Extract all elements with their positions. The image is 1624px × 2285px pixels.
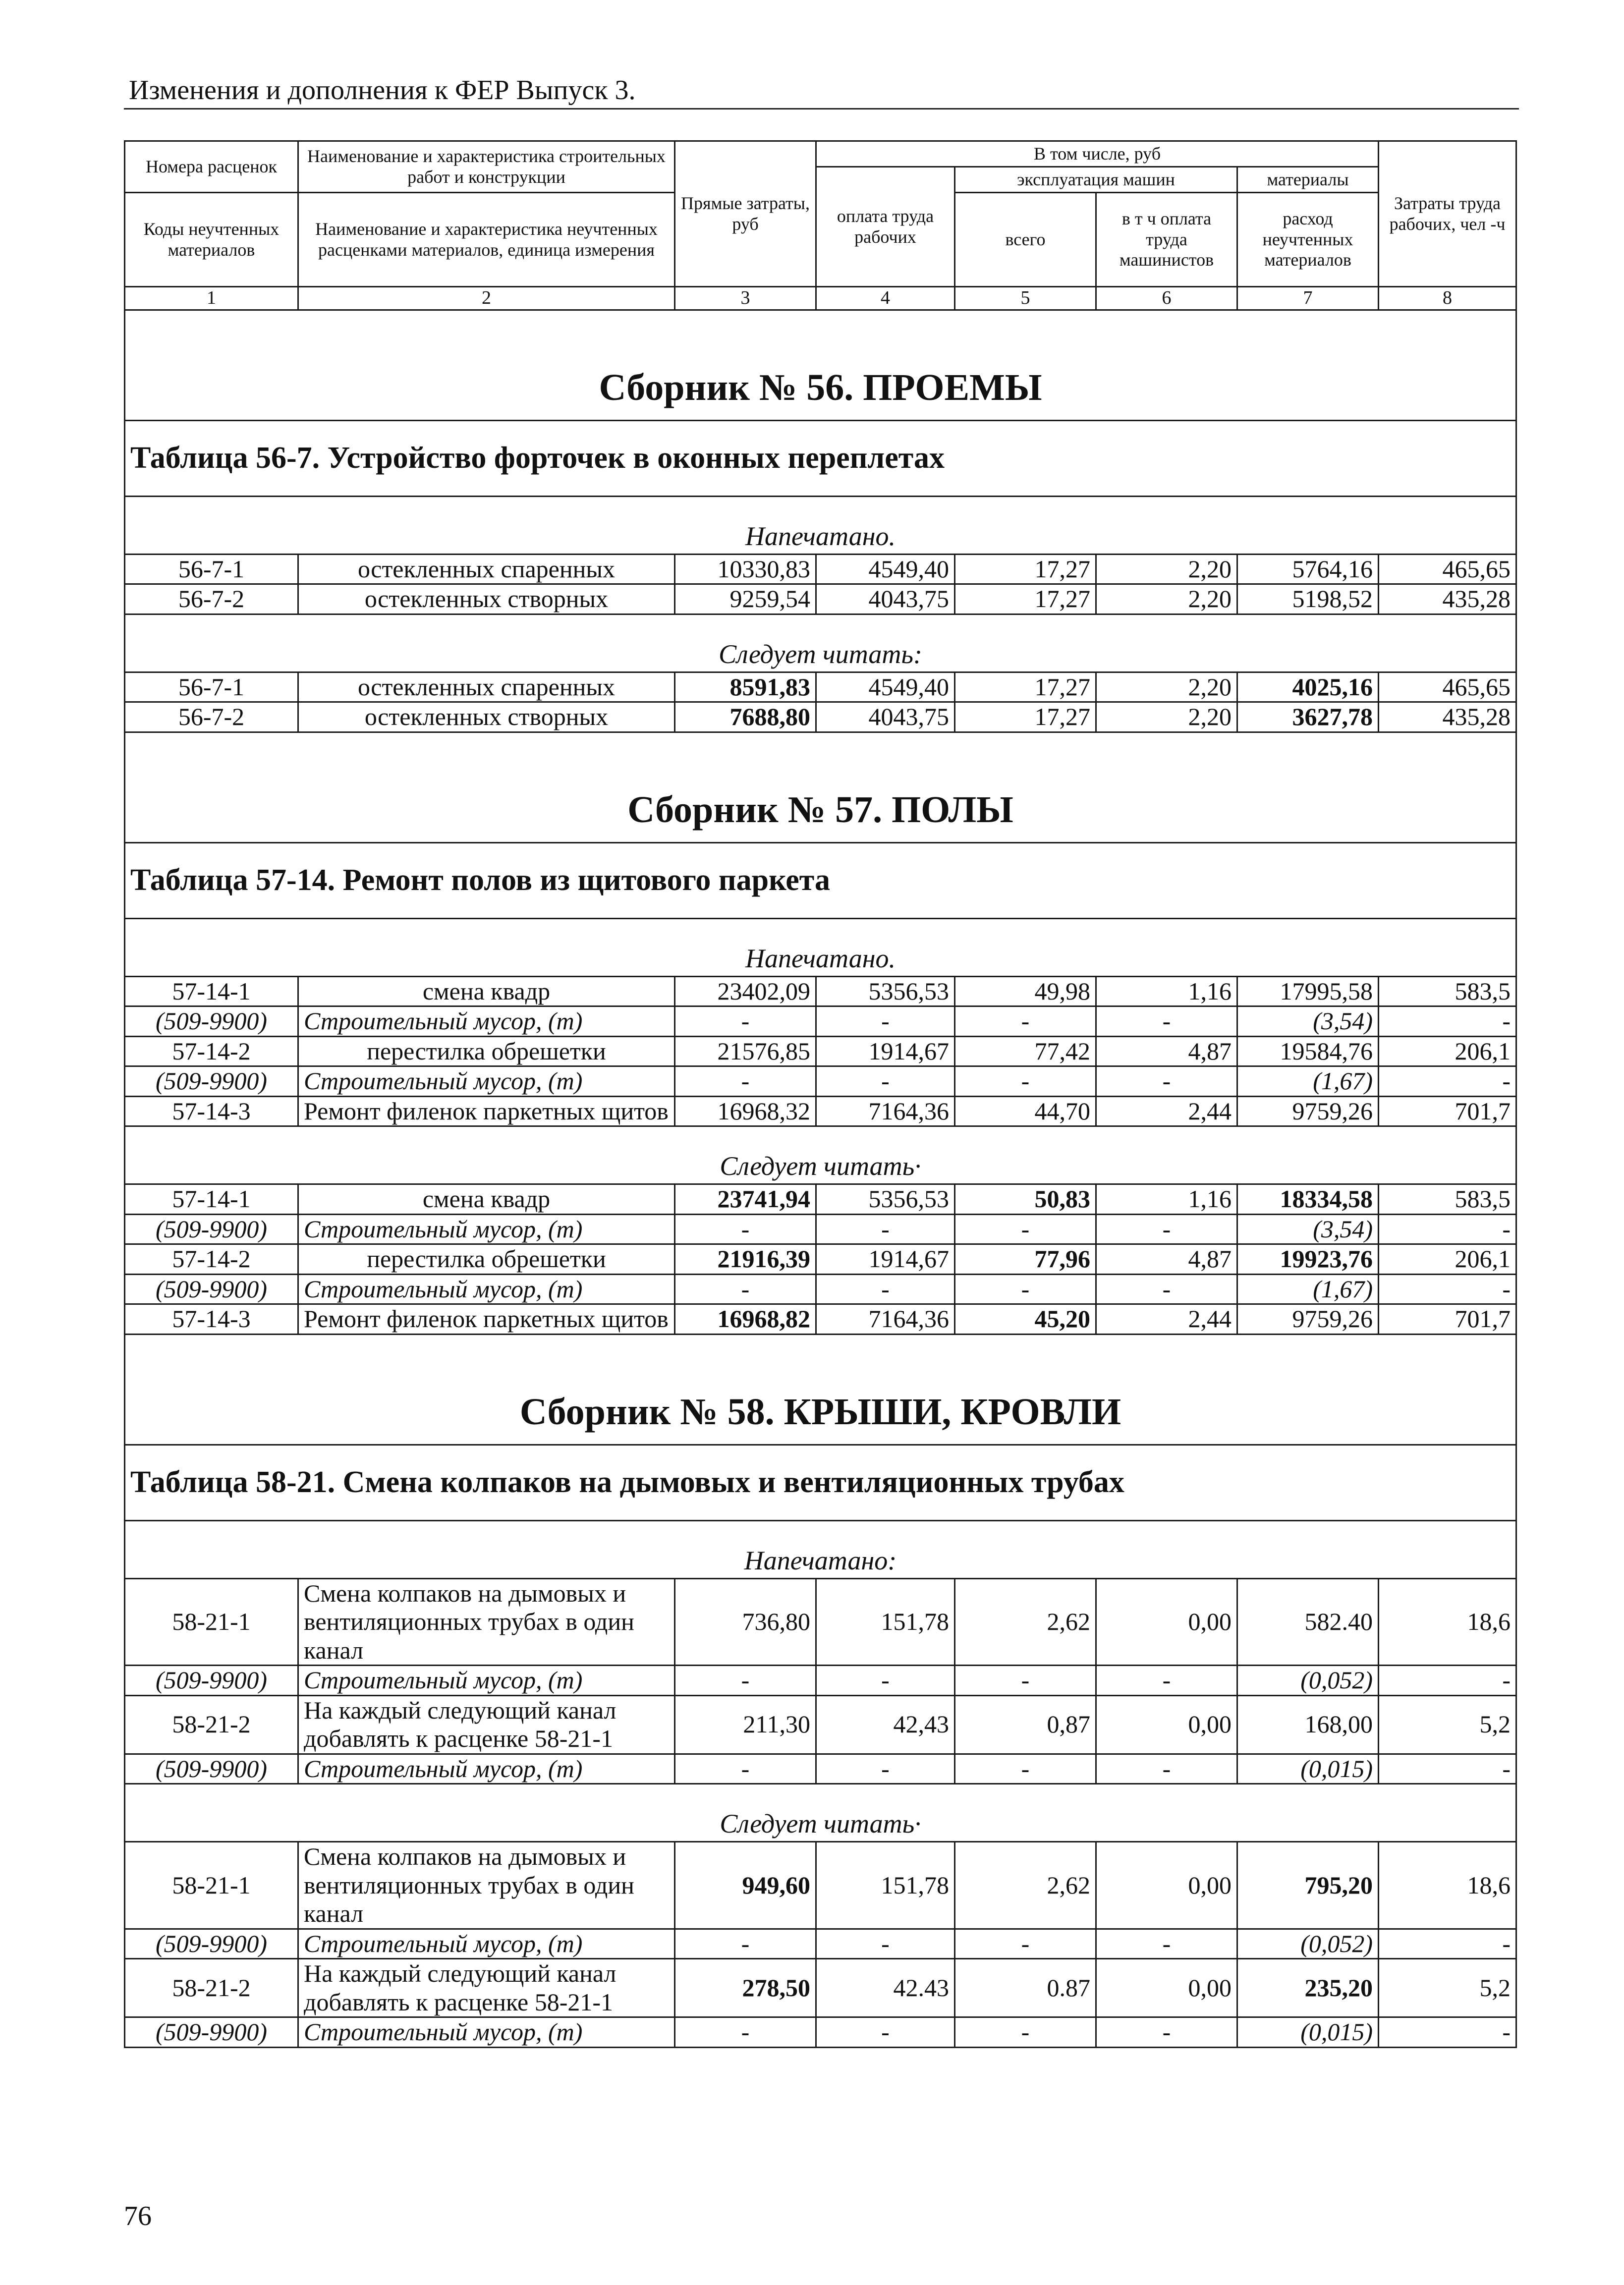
- materials-cost: 4025,16: [1237, 672, 1379, 702]
- table-row: [125, 1184, 1516, 1215]
- table-row: [125, 1214, 1516, 1244]
- machines-total: 77,42: [955, 1036, 1096, 1066]
- read-label: Следует читать·: [125, 1784, 1516, 1842]
- labor-pay: 1914,67: [816, 1036, 955, 1066]
- rate-code: 57-14-2: [125, 1036, 298, 1066]
- labor-hours: -: [1379, 1006, 1516, 1037]
- machinists-pay: 4,87: [1096, 1036, 1237, 1066]
- machinists-pay: 2,20: [1096, 584, 1237, 614]
- labor-hours: 465,65: [1379, 672, 1516, 702]
- machinists-pay: 1,16: [1096, 976, 1237, 1006]
- labor-pay: -: [816, 1666, 955, 1696]
- labor-pay: 5356,53: [816, 976, 955, 1006]
- labor-hours: -: [1379, 1274, 1516, 1304]
- labor-pay: 151,78: [816, 1842, 955, 1929]
- machinists-pay: 0,00: [1096, 1578, 1237, 1666]
- table-row: [125, 1304, 1516, 1335]
- direct-cost: 16968,82: [675, 1304, 816, 1335]
- rate-code: 57-14-3: [125, 1304, 298, 1335]
- col-number: 2: [298, 287, 675, 310]
- material-name: Строительный мусор, (т): [298, 1214, 675, 1244]
- machines-total: 49,98: [955, 976, 1096, 1006]
- table-row: [125, 1695, 1516, 1754]
- rate-code: 56-7-1: [125, 554, 298, 584]
- work-name: На каждый следующий канал добавлять к расценке 58-21-1: [298, 1695, 675, 1754]
- labor-pay: 4043,75: [816, 584, 955, 614]
- machines-total: -: [955, 1666, 1096, 1696]
- materials-cost: 5764,16: [1237, 554, 1379, 584]
- materials-cost: 795,20: [1237, 1842, 1379, 1929]
- table-row: [125, 584, 1516, 614]
- labor-hours: -: [1379, 1214, 1516, 1244]
- machines-total: 44,70: [955, 1096, 1096, 1126]
- material-code: (509-9900): [125, 1006, 298, 1037]
- machines-total: -: [955, 1754, 1096, 1784]
- materials-cost: (1,67): [1237, 1066, 1379, 1097]
- col-number: 8: [1379, 287, 1516, 310]
- materials-cost: (3,54): [1237, 1006, 1379, 1037]
- rate-code: 58-21-1: [125, 1578, 298, 1666]
- printed-label: Напечатано.: [125, 496, 1516, 554]
- material-name: Строительный мусор, (т): [298, 1274, 675, 1304]
- materials-cost: (0,015): [1237, 2017, 1379, 2048]
- machines-total: 2,62: [955, 1578, 1096, 1666]
- material-name: Строительный мусор, (т): [298, 1666, 675, 1696]
- material-code: (509-9900): [125, 2017, 298, 2048]
- labor-pay: -: [816, 2017, 955, 2048]
- machines-total: 0,87: [955, 1695, 1096, 1754]
- page-number: 76: [124, 2201, 152, 2231]
- direct-cost: -: [675, 1929, 816, 1959]
- rate-code: 57-14-1: [125, 976, 298, 1006]
- machinists-pay: 2,44: [1096, 1096, 1237, 1126]
- materials-cost: (0,015): [1237, 1754, 1379, 1784]
- table-row: [125, 2017, 1516, 2048]
- machines-total: 17,27: [955, 584, 1096, 614]
- machines-total: 50,83: [955, 1184, 1096, 1215]
- materials-cost: 18334,58: [1237, 1184, 1379, 1215]
- labor-hours: -: [1379, 1754, 1516, 1784]
- labor-hours: 435,28: [1379, 702, 1516, 732]
- direct-cost: 23402,09: [675, 976, 816, 1006]
- machines-total: 2,62: [955, 1842, 1096, 1929]
- materials-cost: 235,20: [1237, 1959, 1379, 2017]
- direct-cost: 7688,80: [675, 702, 816, 732]
- labor-hours: -: [1379, 2017, 1516, 2048]
- materials-cost: 168,00: [1237, 1695, 1379, 1754]
- col-including: В том числе, руб: [816, 141, 1379, 167]
- table-title: Таблица 58-21. Смена колпаков на дымовых и вентиляционных трубах: [125, 1445, 1516, 1520]
- materials-cost: 19923,76: [1237, 1244, 1379, 1275]
- machinists-pay: 2,44: [1096, 1304, 1237, 1335]
- materials-cost: (0,052): [1237, 1666, 1379, 1696]
- machinists-pay: 0,00: [1096, 1959, 1237, 2017]
- labor-hours: 583,5: [1379, 976, 1516, 1006]
- machines-total: -: [955, 1929, 1096, 1959]
- printed-label: Напечатано.: [125, 918, 1516, 976]
- col-material-name: Наименование и характеристика неучтенных расценками материалов, единица измерения: [298, 193, 675, 287]
- labor-pay: -: [816, 1754, 955, 1784]
- labor-hours: 206,1: [1379, 1036, 1516, 1066]
- rate-code: 57-14-3: [125, 1096, 298, 1126]
- labor-hours: 18,6: [1379, 1842, 1516, 1929]
- work-name: смена квадр: [298, 1184, 675, 1215]
- labor-hours: 5,2: [1379, 1959, 1516, 2017]
- rate-code: 58-21-1: [125, 1842, 298, 1929]
- labor-pay: 151,78: [816, 1578, 955, 1666]
- col-number: 7: [1237, 287, 1379, 310]
- col-machines: эксплуатация машин: [955, 167, 1237, 193]
- table-row: [125, 554, 1516, 584]
- machinists-pay: 1,16: [1096, 1184, 1237, 1215]
- labor-hours: -: [1379, 1666, 1516, 1696]
- direct-cost: 21576,85: [675, 1036, 816, 1066]
- machinists-pay: -: [1096, 1006, 1237, 1037]
- collection-title: Сборник № 57. ПОЛЫ: [125, 732, 1516, 842]
- labor-pay: 1914,67: [816, 1244, 955, 1275]
- machines-total: -: [955, 1214, 1096, 1244]
- machinists-pay: 4,87: [1096, 1244, 1237, 1275]
- table-title: Таблица 56-7. Устройство форточек в оконных переплетах: [125, 420, 1516, 496]
- machines-total: -: [955, 1274, 1096, 1304]
- labor-hours: 5,2: [1379, 1695, 1516, 1754]
- direct-cost: -: [675, 1666, 816, 1696]
- machinists-pay: -: [1096, 1666, 1237, 1696]
- machinists-pay: -: [1096, 2017, 1237, 2048]
- collection-title: Сборник № 56. ПРОЕМЫ: [125, 310, 1516, 420]
- materials-cost: 9759,26: [1237, 1304, 1379, 1335]
- direct-cost: -: [675, 1754, 816, 1784]
- table-row: [125, 976, 1516, 1006]
- work-name: перестилка обрешетки: [298, 1244, 675, 1275]
- table-row: [125, 702, 1516, 732]
- table-title: Таблица 57-14. Ремонт полов из щитового паркета: [125, 842, 1516, 918]
- collection-title: Сборник № 58. КРЫШИ, КРОВЛИ: [125, 1334, 1516, 1445]
- direct-cost: 10330,83: [675, 554, 816, 584]
- machinists-pay: 2,20: [1096, 554, 1237, 584]
- labor-pay: 42.43: [816, 1959, 955, 2017]
- labor-hours: -: [1379, 1929, 1516, 1959]
- materials-cost: 3627,78: [1237, 702, 1379, 732]
- col-machines-total: всего: [955, 193, 1096, 287]
- rate-code: 56-7-1: [125, 672, 298, 702]
- rate-code: 58-21-2: [125, 1695, 298, 1754]
- work-name: смена квадр: [298, 976, 675, 1006]
- material-name: Строительный мусор, (т): [298, 1754, 675, 1784]
- work-name: Ремонт филенок паркетных щитов: [298, 1304, 675, 1335]
- material-code: (509-9900): [125, 1066, 298, 1097]
- material-code: (509-9900): [125, 1214, 298, 1244]
- table-row: [125, 1754, 1516, 1784]
- labor-pay: -: [816, 1066, 955, 1097]
- col-number: 6: [1096, 287, 1237, 310]
- labor-hours: 18,6: [1379, 1578, 1516, 1666]
- col-work-name: Наименование и характеристика строительных работ и конструкции: [298, 141, 675, 193]
- col-machinists-pay: в т ч оплата труда машинистов: [1096, 193, 1237, 287]
- material-name: Строительный мусор, (т): [298, 1006, 675, 1037]
- material-code: (509-9900): [125, 1274, 298, 1304]
- labor-pay: -: [816, 1214, 955, 1244]
- labor-hours: 465,65: [1379, 554, 1516, 584]
- work-name: остекленных спаренных: [298, 672, 675, 702]
- rate-code: 57-14-2: [125, 1244, 298, 1275]
- labor-pay: 42,43: [816, 1695, 955, 1754]
- col-materials-cost: расход неучтенных материалов: [1237, 193, 1379, 287]
- read-label: Следует читать:: [125, 614, 1516, 672]
- col-number: 3: [675, 287, 816, 310]
- direct-cost: 9259,54: [675, 584, 816, 614]
- direct-cost: 949,60: [675, 1842, 816, 1929]
- direct-cost: 16968,32: [675, 1096, 816, 1126]
- direct-cost: -: [675, 1006, 816, 1037]
- page-header: Изменения и дополнения к ФЕР Выпуск 3.: [129, 75, 636, 106]
- machinists-pay: -: [1096, 1274, 1237, 1304]
- material-name: Строительный мусор, (т): [298, 1929, 675, 1959]
- machines-total: -: [955, 1066, 1096, 1097]
- rate-code: 56-7-2: [125, 702, 298, 732]
- machines-total: 17,27: [955, 672, 1096, 702]
- materials-cost: 582.40: [1237, 1578, 1379, 1666]
- labor-pay: 4549,40: [816, 672, 955, 702]
- labor-hours: -: [1379, 1066, 1516, 1097]
- machinists-pay: -: [1096, 1214, 1237, 1244]
- work-name: Смена колпаков на дымовых и вентиляционных трубах в один канал: [298, 1842, 675, 1929]
- materials-cost: (3,54): [1237, 1214, 1379, 1244]
- labor-pay: 7164,36: [816, 1304, 955, 1335]
- read-label: Следует читать·: [125, 1126, 1516, 1184]
- rates-table: [124, 140, 1517, 2048]
- col-materials: материалы: [1237, 167, 1379, 193]
- labor-pay: 5356,53: [816, 1184, 955, 1215]
- col-material-codes: Коды неучтенных материалов: [125, 193, 298, 287]
- machinists-pay: -: [1096, 1066, 1237, 1097]
- material-code: (509-9900): [125, 1929, 298, 1959]
- machinists-pay: 2,20: [1096, 702, 1237, 732]
- printed-label: Напечатано:: [125, 1520, 1516, 1578]
- rate-code: 58-21-2: [125, 1959, 298, 2017]
- material-name: Строительный мусор, (т): [298, 1066, 675, 1097]
- rate-code: 56-7-2: [125, 584, 298, 614]
- direct-cost: 21916,39: [675, 1244, 816, 1275]
- labor-hours: 206,1: [1379, 1244, 1516, 1275]
- machines-total: 77,96: [955, 1244, 1096, 1275]
- col-labor-pay: оплата труда рабочих: [816, 167, 955, 287]
- direct-cost: -: [675, 1066, 816, 1097]
- machines-total: 17,27: [955, 702, 1096, 732]
- table-row: [125, 1842, 1516, 1929]
- labor-pay: -: [816, 1929, 955, 1959]
- col-number: 4: [816, 287, 955, 310]
- rate-code: 57-14-1: [125, 1184, 298, 1215]
- machines-total: -: [955, 2017, 1096, 2048]
- direct-cost: 8591,83: [675, 672, 816, 702]
- col-rate-numbers: Номера расценок: [125, 141, 298, 193]
- table-row: [125, 1096, 1516, 1126]
- labor-hours: 583,5: [1379, 1184, 1516, 1215]
- materials-cost: 17995,58: [1237, 976, 1379, 1006]
- header-rule: [124, 108, 1519, 110]
- labor-hours: 701,7: [1379, 1096, 1516, 1126]
- work-name: остекленных спаренных: [298, 554, 675, 584]
- labor-pay: 4549,40: [816, 554, 955, 584]
- direct-cost: -: [675, 1214, 816, 1244]
- table-row: [125, 1578, 1516, 1666]
- table-row: [125, 1959, 1516, 2017]
- material-code: (509-9900): [125, 1754, 298, 1784]
- machines-total: -: [955, 1006, 1096, 1037]
- machinists-pay: -: [1096, 1754, 1237, 1784]
- machines-total: 0.87: [955, 1959, 1096, 2017]
- machinists-pay: 2,20: [1096, 672, 1237, 702]
- machines-total: 45,20: [955, 1304, 1096, 1335]
- work-name: Смена колпаков на дымовых и вентиляционных трубах в один канал: [298, 1578, 675, 1666]
- materials-cost: 5198,52: [1237, 584, 1379, 614]
- machinists-pay: 0,00: [1096, 1842, 1237, 1929]
- col-labor: Затраты труда рабочих, чел -ч: [1379, 141, 1516, 287]
- machines-total: 17,27: [955, 554, 1096, 584]
- work-name: На каждый следующий канал добавлять к расценке 58-21-1: [298, 1959, 675, 2017]
- labor-pay: 4043,75: [816, 702, 955, 732]
- table-row: [125, 1244, 1516, 1275]
- direct-cost: -: [675, 1274, 816, 1304]
- direct-cost: 211,30: [675, 1695, 816, 1754]
- table-row: [125, 1929, 1516, 1959]
- materials-cost: (1,67): [1237, 1274, 1379, 1304]
- work-name: Ремонт филенок паркетных щитов: [298, 1096, 675, 1126]
- table-row: [125, 1274, 1516, 1304]
- materials-cost: (0,052): [1237, 1929, 1379, 1959]
- labor-hours: 701,7: [1379, 1304, 1516, 1335]
- direct-cost: 278,50: [675, 1959, 816, 2017]
- direct-cost: -: [675, 2017, 816, 2048]
- col-direct-costs: Прямые затраты, руб: [675, 141, 816, 287]
- col-number: 5: [955, 287, 1096, 310]
- work-name: остекленных створных: [298, 584, 675, 614]
- table-row: [125, 1666, 1516, 1696]
- material-code: (509-9900): [125, 1666, 298, 1696]
- table-row: [125, 1066, 1516, 1097]
- machinists-pay: 0,00: [1096, 1695, 1237, 1754]
- table-row: [125, 1006, 1516, 1037]
- machinists-pay: -: [1096, 1929, 1237, 1959]
- materials-cost: 9759,26: [1237, 1096, 1379, 1126]
- labor-hours: 435,28: [1379, 584, 1516, 614]
- work-name: остекленных створных: [298, 702, 675, 732]
- direct-cost: 736,80: [675, 1578, 816, 1666]
- labor-pay: -: [816, 1006, 955, 1037]
- col-number: 1: [125, 287, 298, 310]
- table-row: [125, 672, 1516, 702]
- direct-cost: 23741,94: [675, 1184, 816, 1215]
- labor-pay: 7164,36: [816, 1096, 955, 1126]
- table-row: [125, 1036, 1516, 1066]
- materials-cost: 19584,76: [1237, 1036, 1379, 1066]
- work-name: перестилка обрешетки: [298, 1036, 675, 1066]
- material-name: Строительный мусор, (т): [298, 2017, 675, 2048]
- labor-pay: -: [816, 1274, 955, 1304]
